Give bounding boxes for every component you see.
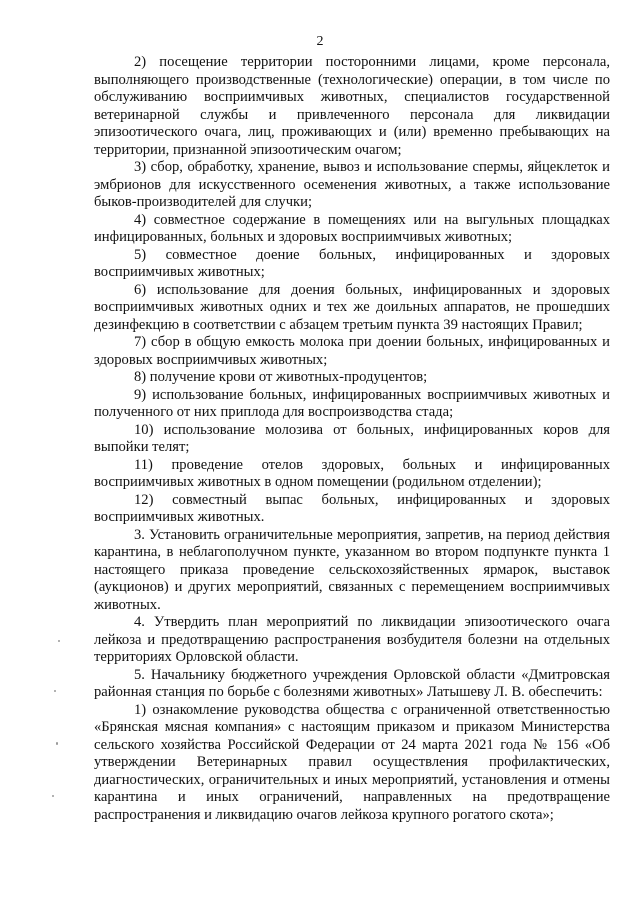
document-body xyxy=(94,54,610,824)
scan-speck xyxy=(58,640,60,642)
paragraph-clause-5: 5. Начальнику бюджетного учреждения Орловской области «Дмитровская районная станция по борьбе с болезнями животных» Латышеву Л. В. обеспечить: xyxy=(94,666,610,700)
paragraph-item-5: 5) совместное доение больных, инфицированных и здоровых восприимчивых животных; xyxy=(94,246,610,280)
page-number: 2 xyxy=(316,34,324,49)
paragraph-item-10: 10) использование молозива от больных, инфицированных коров для выпойки телят; xyxy=(94,421,610,455)
paragraph-item-2: 2) посещение территории посторонними лицами, кроме персонала, выполняющего производственные (технологические) операции, в том числе по обслуживанию восприимчивых животных, специалистов государственной ветеринарной службы и привлеченного персонала для ликвидации эпизоотического очага, лиц, проживающих и (или) временно пребывающих на территории, признанной эпизоотическим очагом; xyxy=(94,54,610,158)
paragraph-item-3: 3) сбор, обработку, хранение, вывоз и использование спермы, яйцеклеток и эмбрионов для искусственного осеменения животных, а также использование быков-производителей для случки; xyxy=(94,159,610,210)
scan-speck xyxy=(52,795,54,797)
paragraph-item-9: 9) использование больных, инфицированных восприимчивых животных и полученного от них приплода для воспроизводства стада; xyxy=(94,386,610,420)
paragraph-item-8: 8) получение крови от животных-продуцентов; xyxy=(134,369,428,385)
paragraph-subitem-1: 1) ознакомление руководства общества с ограниченной ответственностью «Брянская мясная компания» с настоящим приказом и приказом Министерства сельского хозяйства Российской Федерации от 24 марта 2021 года № 156 «Об утверждении Ветеринарных правил осуществления профилактических, диагностических, ограничительных и иных мероприятий, установления и отмены карантина и иных ограничений, направленных на предотвращение распространения и ликвидацию очагов лейкоза крупного рогатого скота»; xyxy=(94,701,610,823)
paragraph-item-7: 7) сбор в общую емкость молока при доении больных, инфицированных и здоровых восприимчивых животных; xyxy=(94,334,610,368)
paragraph-item-12: 12) совместный выпас больных, инфицированных и здоровых восприимчивых животных. xyxy=(94,491,610,525)
paragraph-item-6: 6) использование для доения больных, инфицированных и здоровых восприимчивых животных одних и тех же доильных аппаратов, не прошедших дезинфекцию в соответствии с абзацем третьим пункта 39 настоящих Правил; xyxy=(94,281,610,333)
scan-speck xyxy=(56,742,58,745)
scan-speck xyxy=(54,690,56,692)
paragraph-item-11: 11) проведение отелов здоровых, больных и инфицированных восприимчивых животных в одном помещении (родильном отделении); xyxy=(94,456,610,490)
paragraph-item-4: 4) совместное содержание в помещениях или на выгульных площадках инфицированных, больных и здоровых восприимчивых животных; xyxy=(94,211,610,245)
paragraph-clause-3: 3. Установить ограничительные мероприятия, запретив, на период действия карантина, в неблагополучном пункте, указанном во втором подпункте пункта 1 настоящего приказа проведение сельскохозяйственных ярмарок, выставок (аукционов) и других мероприятий, связанных с перемещением восприимчивых животных. xyxy=(94,526,610,613)
paragraph-clause-4: 4. Утвердить план мероприятий по ликвидации эпизоотического очага лейкоза и предотвращению распространения возбудителя болезни на отдельных территориях Орловской области. xyxy=(94,614,610,665)
